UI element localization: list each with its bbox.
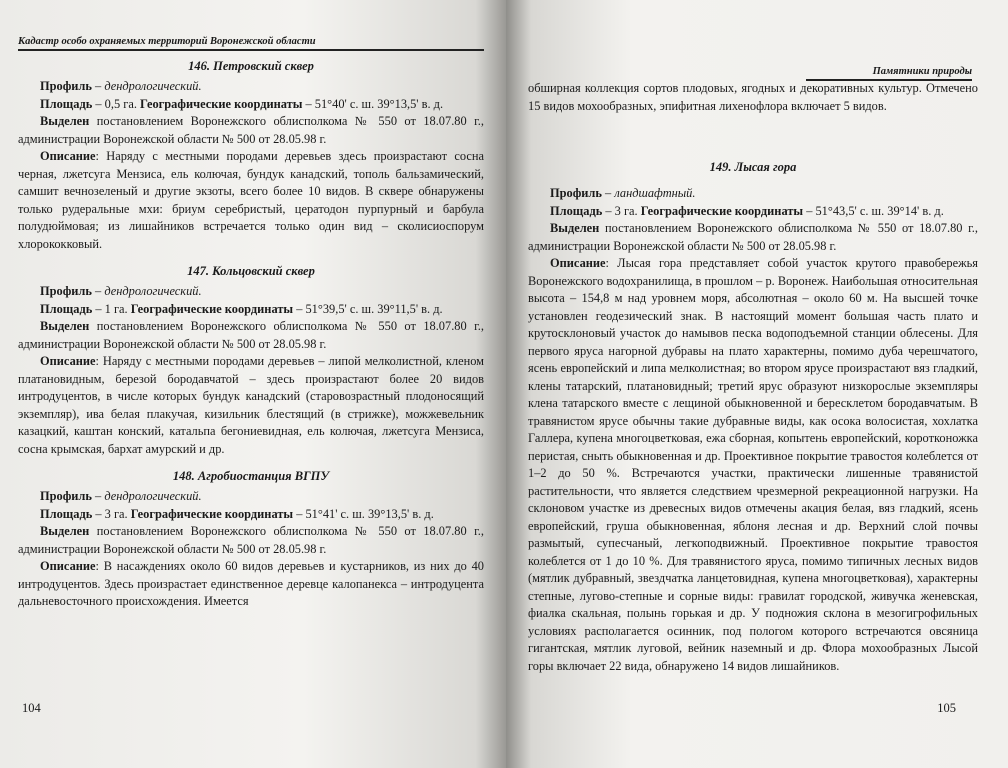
allocated-line: Выделен постановлением Воронежского облисполкома № 550 от 18.07.80 г., администрации Воронежской области № 500 от 28.05.98 г. bbox=[18, 114, 484, 146]
section-title: 147. Кольцовский сквер bbox=[187, 264, 315, 278]
allocated-line: Выделен постановлением Воронежского облисполкома № 550 от 18.07.80 г., администрации Воронежской области № 500 от 28.05.98 г. bbox=[18, 524, 484, 556]
description-line: Описание: Наряду с местными породами деревьев здесь произрастают сосна черная, лжетсуга Мензиса, ель колючая, бундук канадский, тополь бальзамический, самшит вечнозеленый и другие экзоты, всего более 10 видов. В сквере обнаружены только рудеральные мхи: бриум серебристый, цератодон пурпурный и барбула полудюймовая; из лишайников встречается только один вид – сколисиоспорум хлорококковый. bbox=[18, 149, 484, 251]
area-line: Площадь – 3 га. Географические координаты – 51°43,5' с. ш. 39°14' в. д. bbox=[550, 203, 944, 218]
entry-146 bbox=[18, 59, 484, 253]
right-page bbox=[506, 0, 1008, 768]
continuation-text: обширная коллекция сортов плодовых, ягодных и декоративных культур. Отмечено 15 видов мохообразных, эпифитная лихенофлора включает 5 видов. bbox=[528, 81, 978, 113]
area-line: Площадь – 3 га. Географические координаты – 51°41' с. ш. 39°13,5' в. д. bbox=[40, 506, 434, 521]
description-line: Описание: Наряду с местными породами деревьев – липой мелколистной, кленом платановидным, березой бородавчатой – здесь произрастают более 20 видов интродуцентов, в числе которых бундук канадский (старовозрастный плодоносящий экземпляр), ива белая плакучая, кизильник блестящий (в стрижке), можжевельник казацкий, каштан конский, катальпа бегониевидная, ель колючая, лжетсуга Мензиса, сосна крымская, бархат амурский и др. bbox=[18, 354, 484, 456]
description-line: Описание: Лысая гора представляет собой участок крутого правобережья Воронежского водохранилища, в прошлом – р. Воронеж. Наибольшая относительная высота – 154,8 м над уровнем моря, абсолютная – около 60 м. На высшей точке установлен геодезический знак. В настоящий момент большая часть плато и крутосклоновый участок до намывов песка водоподъемной станции облесены. Для первого яруса нагорной дубравы на плато характерны, помимо дуба черешчатого, ясень европейский и липа мелколистная; во втором ярусе произрастают вяз гладкий, клены татарский, платановидный; третий ярус образуют низкорослые экземпляры клена татарского вместе с лещиной обыкновенной и бересклетом бородавчатым. В травянистом ярусе обычны такие дубравные виды, как осока волосистая, хохлатка Галлера, купена многоцветковая, ежа сборная, копытень европейский, коротконожка перистая, сныть обыкновенная и др. Проективное покрытие травостоя колеблется от 1–2 до 50 %. Встречаются участки, практически лишенные травянистой растительности, что является следствием чрезмерной рекреационной нагрузки. На склоновом участке из древесных видов отмечены акация белая, вяз гладкий, ясень европейский, груша обыкновенная, яблоня лесная и др. Верхний слой почвы размытый, супесчаный, легкоподвижный. Проективное покрытие травостоя колеблется от 1 до 10 %. Для травянистого яруса, помимо типичных лесных видов (мятлик дубравный, звездчатка ланцетовидная, купена многоцветковая), характерны степные, лугово-степные и сорные виды: гравилат городской, живучка женевская, фиалка скальная, полынь горькая и др. У подножия склона в мезогигрофильных условиях располагается осинник, под пологом которого встречаются овсяница гигантская, мятлик луговой, вейник наземный и др. Флора мохообразных Лысой горы включает 22 вида, обнаружено 14 видов лишайников. bbox=[528, 256, 978, 673]
section-title: 146. Петровский сквер bbox=[188, 59, 314, 73]
running-head-right: Памятники природы bbox=[806, 66, 972, 81]
profile-line: Профиль – дендрологический. bbox=[40, 284, 202, 298]
right-body bbox=[528, 80, 978, 675]
allocated-line: Выделен постановлением Воронежского облисполкома № 550 от 18.07.80 г., администрации Воронежской области № 500 от 28.05.98 г. bbox=[18, 319, 484, 351]
area-line: Площадь – 1 га. Географические координаты – 51°39,5' с. ш. 39°11,5' в. д. bbox=[40, 301, 443, 316]
profile-line: Профиль – ландшафтный. bbox=[550, 186, 696, 200]
profile-line: Профиль – дендрологический. bbox=[40, 79, 202, 93]
area-line: Площадь – 0,5 га. Географические координаты – 51°40' с. ш. 39°13,5' в. д. bbox=[40, 96, 444, 111]
entry-149 bbox=[528, 160, 978, 675]
entry-148 bbox=[18, 469, 484, 611]
profile-line: Профиль – дендрологический. bbox=[40, 489, 202, 503]
running-head-left: Кадастр особо охраняемых территорий Воронежской области bbox=[18, 36, 484, 51]
page-number-left: 104 bbox=[22, 701, 41, 715]
section-title: 149. Лысая гора bbox=[709, 160, 797, 174]
entry-147 bbox=[18, 264, 484, 458]
allocated-line: Выделен постановлением Воронежского облисполкома № 550 от 18.07.80 г., администрации Воронежской области № 500 от 28.05.98 г. bbox=[528, 221, 978, 253]
page-number-right: 105 bbox=[937, 701, 956, 715]
description-line: Описание: В насаждениях около 60 видов деревьев и кустарников, из них до 40 интродуцентов. Здесь произрастает единственное деревце калопанекса – интродуцента дальневосточного происхождения. Имеется bbox=[18, 559, 484, 608]
section-title: 148. Агробиостанция ВГПУ bbox=[172, 469, 330, 483]
